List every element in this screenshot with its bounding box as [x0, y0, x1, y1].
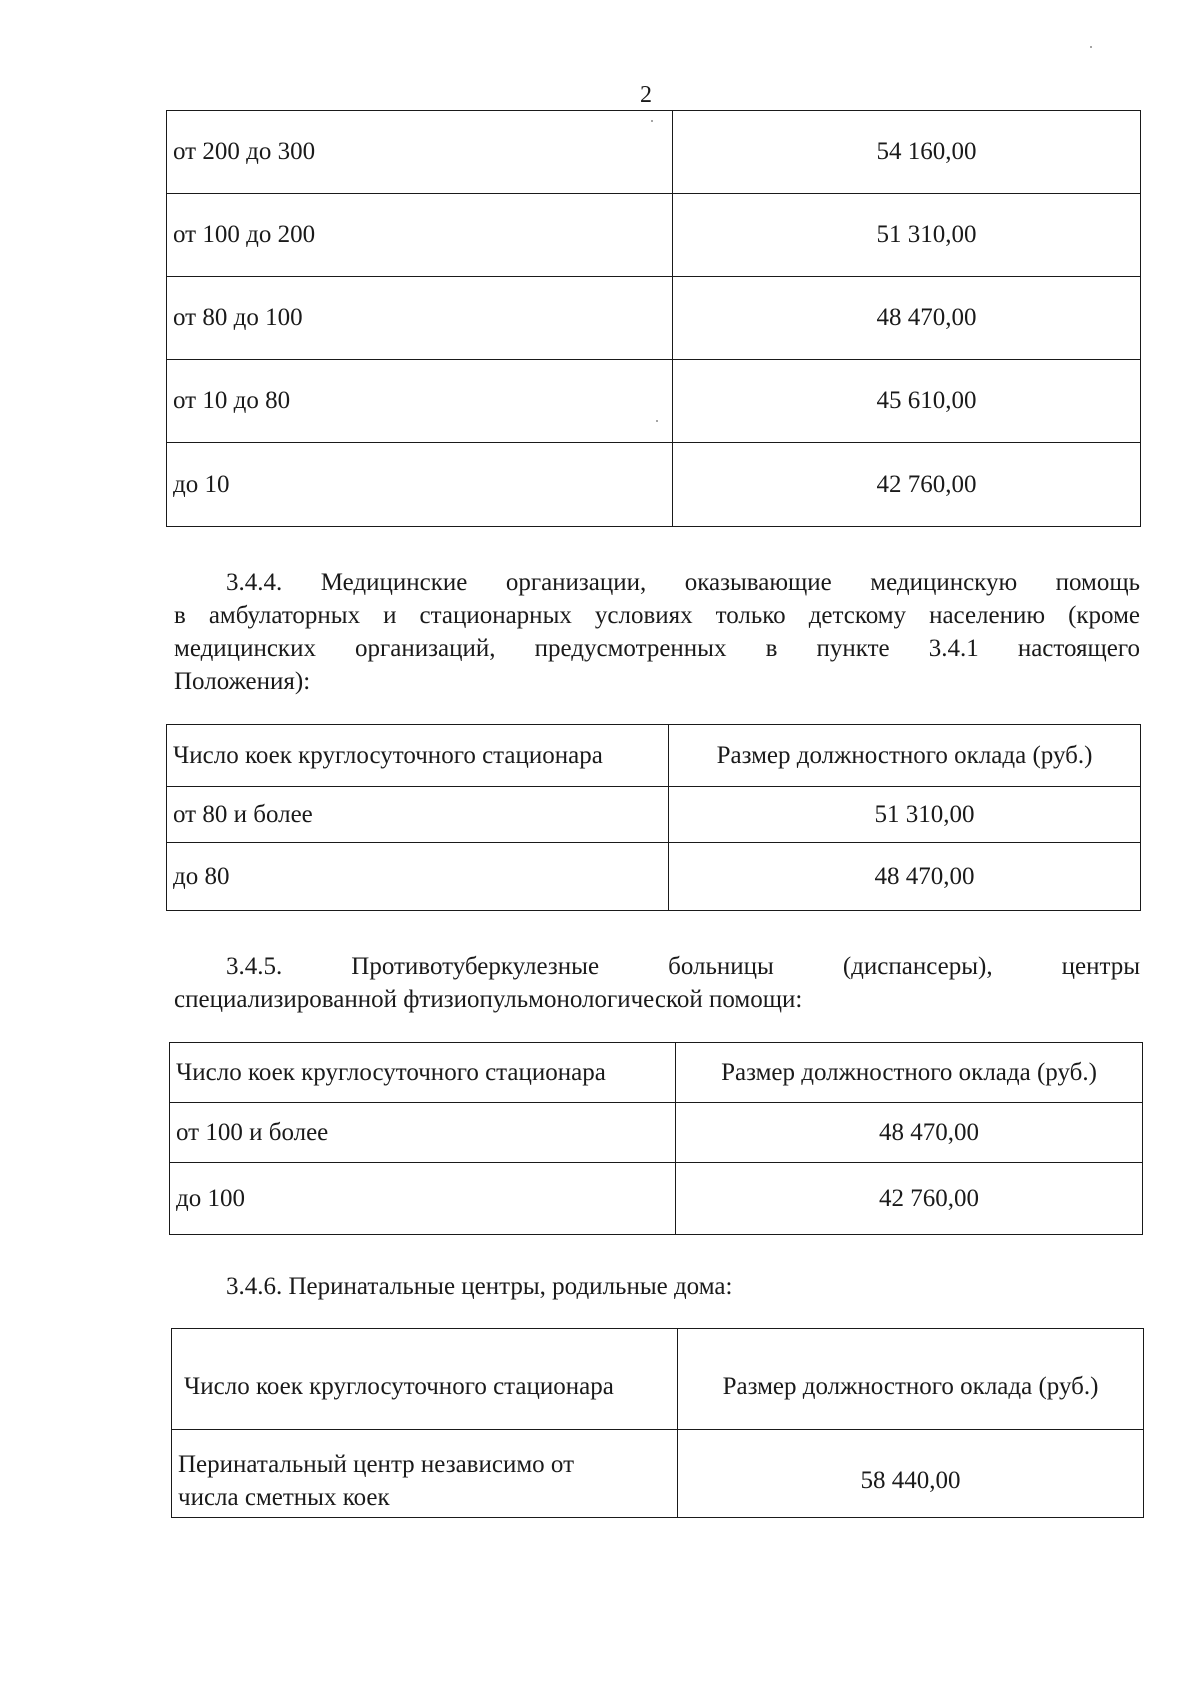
- page-number: 2: [640, 82, 652, 108]
- salary-cell: 48 470,00: [673, 277, 1141, 360]
- table-header-row: [172, 1329, 1144, 1430]
- table-row: [170, 1163, 1143, 1235]
- table-header-row: [167, 725, 1141, 787]
- column-header-beds: Число коек круглосуточного стационара: [167, 725, 669, 787]
- salary-cell: 42 760,00: [676, 1163, 1143, 1235]
- paragraph-3-4-5: [174, 950, 1140, 1016]
- scan-speck: [1090, 46, 1092, 48]
- table-row: [170, 1103, 1143, 1163]
- bed-range-cell: до 80: [167, 843, 669, 911]
- bed-range-cell: от 80 и более: [167, 787, 669, 843]
- bed-range-cell: от 100 до 200: [167, 194, 673, 277]
- paragraph-line: в амбулаторных и стационарных условиях только детскому населению (кроме: [174, 602, 1140, 629]
- salary-cell: 51 310,00: [669, 787, 1141, 843]
- salary-cell: 48 470,00: [676, 1103, 1143, 1163]
- paragraph-line: 3.4.6. Перинатальные центры, родильные дома:: [226, 1273, 733, 1300]
- table-row: [167, 277, 1141, 360]
- bed-range-cell: от 80 до 100: [167, 277, 673, 360]
- column-header-salary: Размер должностного оклада (руб.): [676, 1043, 1143, 1103]
- table-row: [172, 1430, 1144, 1518]
- paragraph-line: медицинских организаций, предусмотренных в пункте 3.4.1 настоящего: [174, 635, 1140, 662]
- salary-cell: 58 440,00: [678, 1430, 1144, 1518]
- paragraph-line: 3.4.5. Противотуберкулезные больницы (диспансеры), центры: [226, 953, 1140, 980]
- paragraph-3-4-6: [226, 1270, 1026, 1303]
- paragraph-line: специализированной фтизиопульмонологической помощи:: [174, 986, 803, 1013]
- bed-range-line: числа сметных коек: [178, 1483, 390, 1511]
- paragraph-line: 3.4.4. Медицинские организации, оказывающие медицинскую помощь: [226, 569, 1140, 596]
- salary-cell: 54 160,00: [673, 111, 1141, 194]
- column-header-salary: Размер должностного оклада (руб.): [669, 725, 1141, 787]
- table-row: [167, 787, 1141, 843]
- salary-table-3-4-4: [166, 724, 1141, 911]
- bed-range-cell: [172, 1430, 678, 1518]
- salary-cell: 48 470,00: [669, 843, 1141, 911]
- table-header-row: [170, 1043, 1143, 1103]
- paragraph-3-4-4: [174, 566, 1140, 698]
- bed-range-cell: до 100: [170, 1163, 676, 1235]
- column-header-beds: Число коек круглосуточного стационара: [170, 1043, 676, 1103]
- bed-range-cell: до 10: [167, 443, 673, 527]
- salary-table-3-4-6: [171, 1328, 1144, 1518]
- column-header-beds: Число коек круглосуточного стационара: [172, 1329, 678, 1430]
- salary-table-top: [166, 110, 1141, 527]
- table-row: [167, 843, 1141, 911]
- table-row: [167, 194, 1141, 277]
- bed-range-cell: от 100 и более: [170, 1103, 676, 1163]
- salary-cell: 42 760,00: [673, 443, 1141, 527]
- paragraph-line: Положения):: [174, 668, 311, 695]
- table-row: [167, 360, 1141, 443]
- column-header-salary: Размер должностного оклада (руб.): [678, 1329, 1144, 1430]
- bed-range-cell: от 10 до 80: [167, 360, 673, 443]
- salary-table-3-4-5: [169, 1042, 1143, 1235]
- salary-cell: 45 610,00: [673, 360, 1141, 443]
- table-row: [167, 111, 1141, 194]
- bed-range-cell: от 200 до 300: [167, 111, 673, 194]
- table-row: [167, 443, 1141, 527]
- bed-range-line: Перинатальный центр независимо от: [178, 1450, 574, 1478]
- salary-cell: 51 310,00: [673, 194, 1141, 277]
